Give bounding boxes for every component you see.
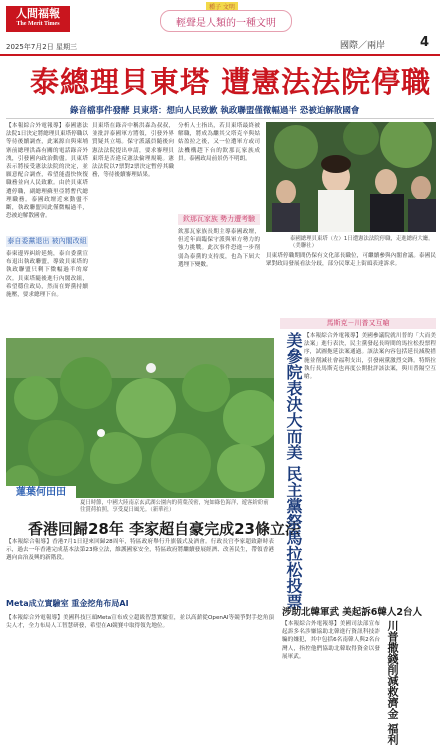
subheading-1: 泰自委黨退出 被內閣改組 xyxy=(7,237,87,245)
photo-lotus xyxy=(6,338,274,498)
section-label: 國際／兩岸 xyxy=(340,41,386,51)
article-column-1b: 泰柬邊界糾紛延燒，泰自委黨宣布退出執政聯盟，導致貝東塔的執政聯盟只剩下微幅過半的席次。貝東塔隨後進行內閣改組，希望穩住政局，然而在野黨持續施壓，要求總理下台。 xyxy=(6,251,88,299)
slogan-tag: 種子 文明 xyxy=(206,2,238,11)
right-tag: 馬斯克－川普又互嗆 xyxy=(280,318,436,329)
logo-chinese: 人間福報 xyxy=(16,7,60,20)
article-column-1: 【本報綜合外電報導】泰國憲法法院1日決定將總理貝東塔停職以等待後續調查，此案源自與柬埔寨前總理洪森有關的電話錄音外洩，引發國內政治動盪。貝東塔表示將接受憲法法院的決定，並願意配合調查，希望能盡快恢復職務並向人民致歉。由於貝東塔遭停職，副總理蘇里亞將暫代總理職務。泰國政壇近來動盪不斷，執政聯盟因此僅微幅過半，恐被迫解散國會。 xyxy=(6,123,88,220)
article-column-4: 貝東塔停職期間仍保有文化部長職位，可繼續參與內閣會議。泰國民眾對政局發展看法分歧，部分民眾走上街頭表達訴求。 xyxy=(266,253,436,268)
meta-subheading: Meta成立實驗室 重金挖角布局AI xyxy=(6,599,129,608)
photo-label: 蓮葉何田田 xyxy=(6,486,76,500)
us-article-text: 【本報綜合外電報導】美國參議院就川普的「大而美法案」進行表決，民主黨發起長時間的馬拉松投票程序，試圖拖延法案通過。該法案內容包括延長減稅措施並削減社會福利支出，引發兩黨激烈交鋒。特斯拉執行長馬斯克也再度公開批評該法案，與川普隔空互嗆。 xyxy=(304,333,436,381)
korea-headline: 涉助北韓軍武 美起訴6韓人2台人 xyxy=(282,607,423,618)
photo-prime-minister xyxy=(266,122,436,232)
subheading-2: 欽那瓦家族 勢力遭考驗 xyxy=(178,214,260,225)
logo-english: The Merit Times xyxy=(16,21,60,27)
slogan-banner: 輕聲是人類的一種文明 xyxy=(160,10,292,32)
welfare-vertical-headline: 川普撒錢削減救濟金 福利 xyxy=(386,620,399,745)
main-subhead: 錄音檔事件發酵 貝東塔：想向人民致歉 執政聯盟僅微幅過半 恐被迫解散國會 xyxy=(70,106,360,116)
article-column-2: 貝東塔在錄音中稱洪森為叔叔，並批評泰國軍方將領，引發外界質疑其立場。保守派議員隨後向憲法法院提出申請，要求審理貝東塔是否違反憲法倫理規範。憲法法院以7票對2票決定暫停其職務，等待後續審理結果。 xyxy=(92,123,174,179)
lotus-illustration xyxy=(6,338,274,498)
dateline: 2025年7月2日 星期三 xyxy=(6,43,77,51)
photo-illustration xyxy=(266,122,436,232)
hk-article-text: 【本報綜合報導】香港7月1日迎來回歸28周年，特區政府舉行升旗儀式及酒會。行政長官李家超致辭時表示，過去一年香港完成基本法第23條立法，維護國家安全，特區政府將繼續發展經濟、改善民生，帶領香港邁向由治及興的新階段。 xyxy=(6,539,274,562)
us-vertical-headline: 美參院表決大而美 民主黨祭馬拉松投票 xyxy=(284,332,303,610)
photo-caption-1: 泰國總理貝東塔（左）1日遭憲法法院停職，走進總府大廳。（美聯社） xyxy=(290,236,434,249)
korea-article-text: 【本報綜合外電報導】美國司法部宣布起訴多名涉嫌協助北韓進行資訊科技詐騙的嫌犯，其中包括6名南韓人與2名台灣人，指控他們協助北韓取得資金以發展軍武。 xyxy=(282,621,380,660)
main-headline: 泰總理貝東塔 遭憲法法院停職 xyxy=(30,65,432,99)
masthead-rule xyxy=(0,54,440,56)
photo-caption-2: 夏日時節，中國大陸南京玄武湖公園內的荷葉茂密，宛如綠色海洋，遊客紛紛前往賞荷拍照，享受夏日風光。（新華社） xyxy=(80,500,269,513)
article-column-3: 分析人士指出，若貝東塔最終被解職，將成為繼其父塔克辛與姑姑盈拉之後，又一位遭軍方或司法機構趕下台的欽那瓦家族成員。泰國政局前景仍不明朗。 xyxy=(178,123,260,162)
meta-article-text: 【本報綜合外電報導】美國科技巨頭Meta宣布成立超級智慧實驗室，並以高薪從OpenAI等競爭對手挖角頂尖人才，全力布局人工智慧研發，希望在AI競賽中取得領先地位。 xyxy=(6,615,274,630)
page-number: 4 xyxy=(420,35,430,50)
divider xyxy=(6,118,434,119)
newspaper-logo xyxy=(6,6,70,32)
hk-headline: 香港回歸28年 李家超自豪完成23條立法 xyxy=(28,520,300,538)
article-column-3b: 欽那瓦家族長期主導泰國政壇，但近年面臨保守派與軍方勢力的強力挑戰。此次事件恐進一步削弱為泰黨的支持度，也為下屆大選埋下變數。 xyxy=(178,229,260,268)
